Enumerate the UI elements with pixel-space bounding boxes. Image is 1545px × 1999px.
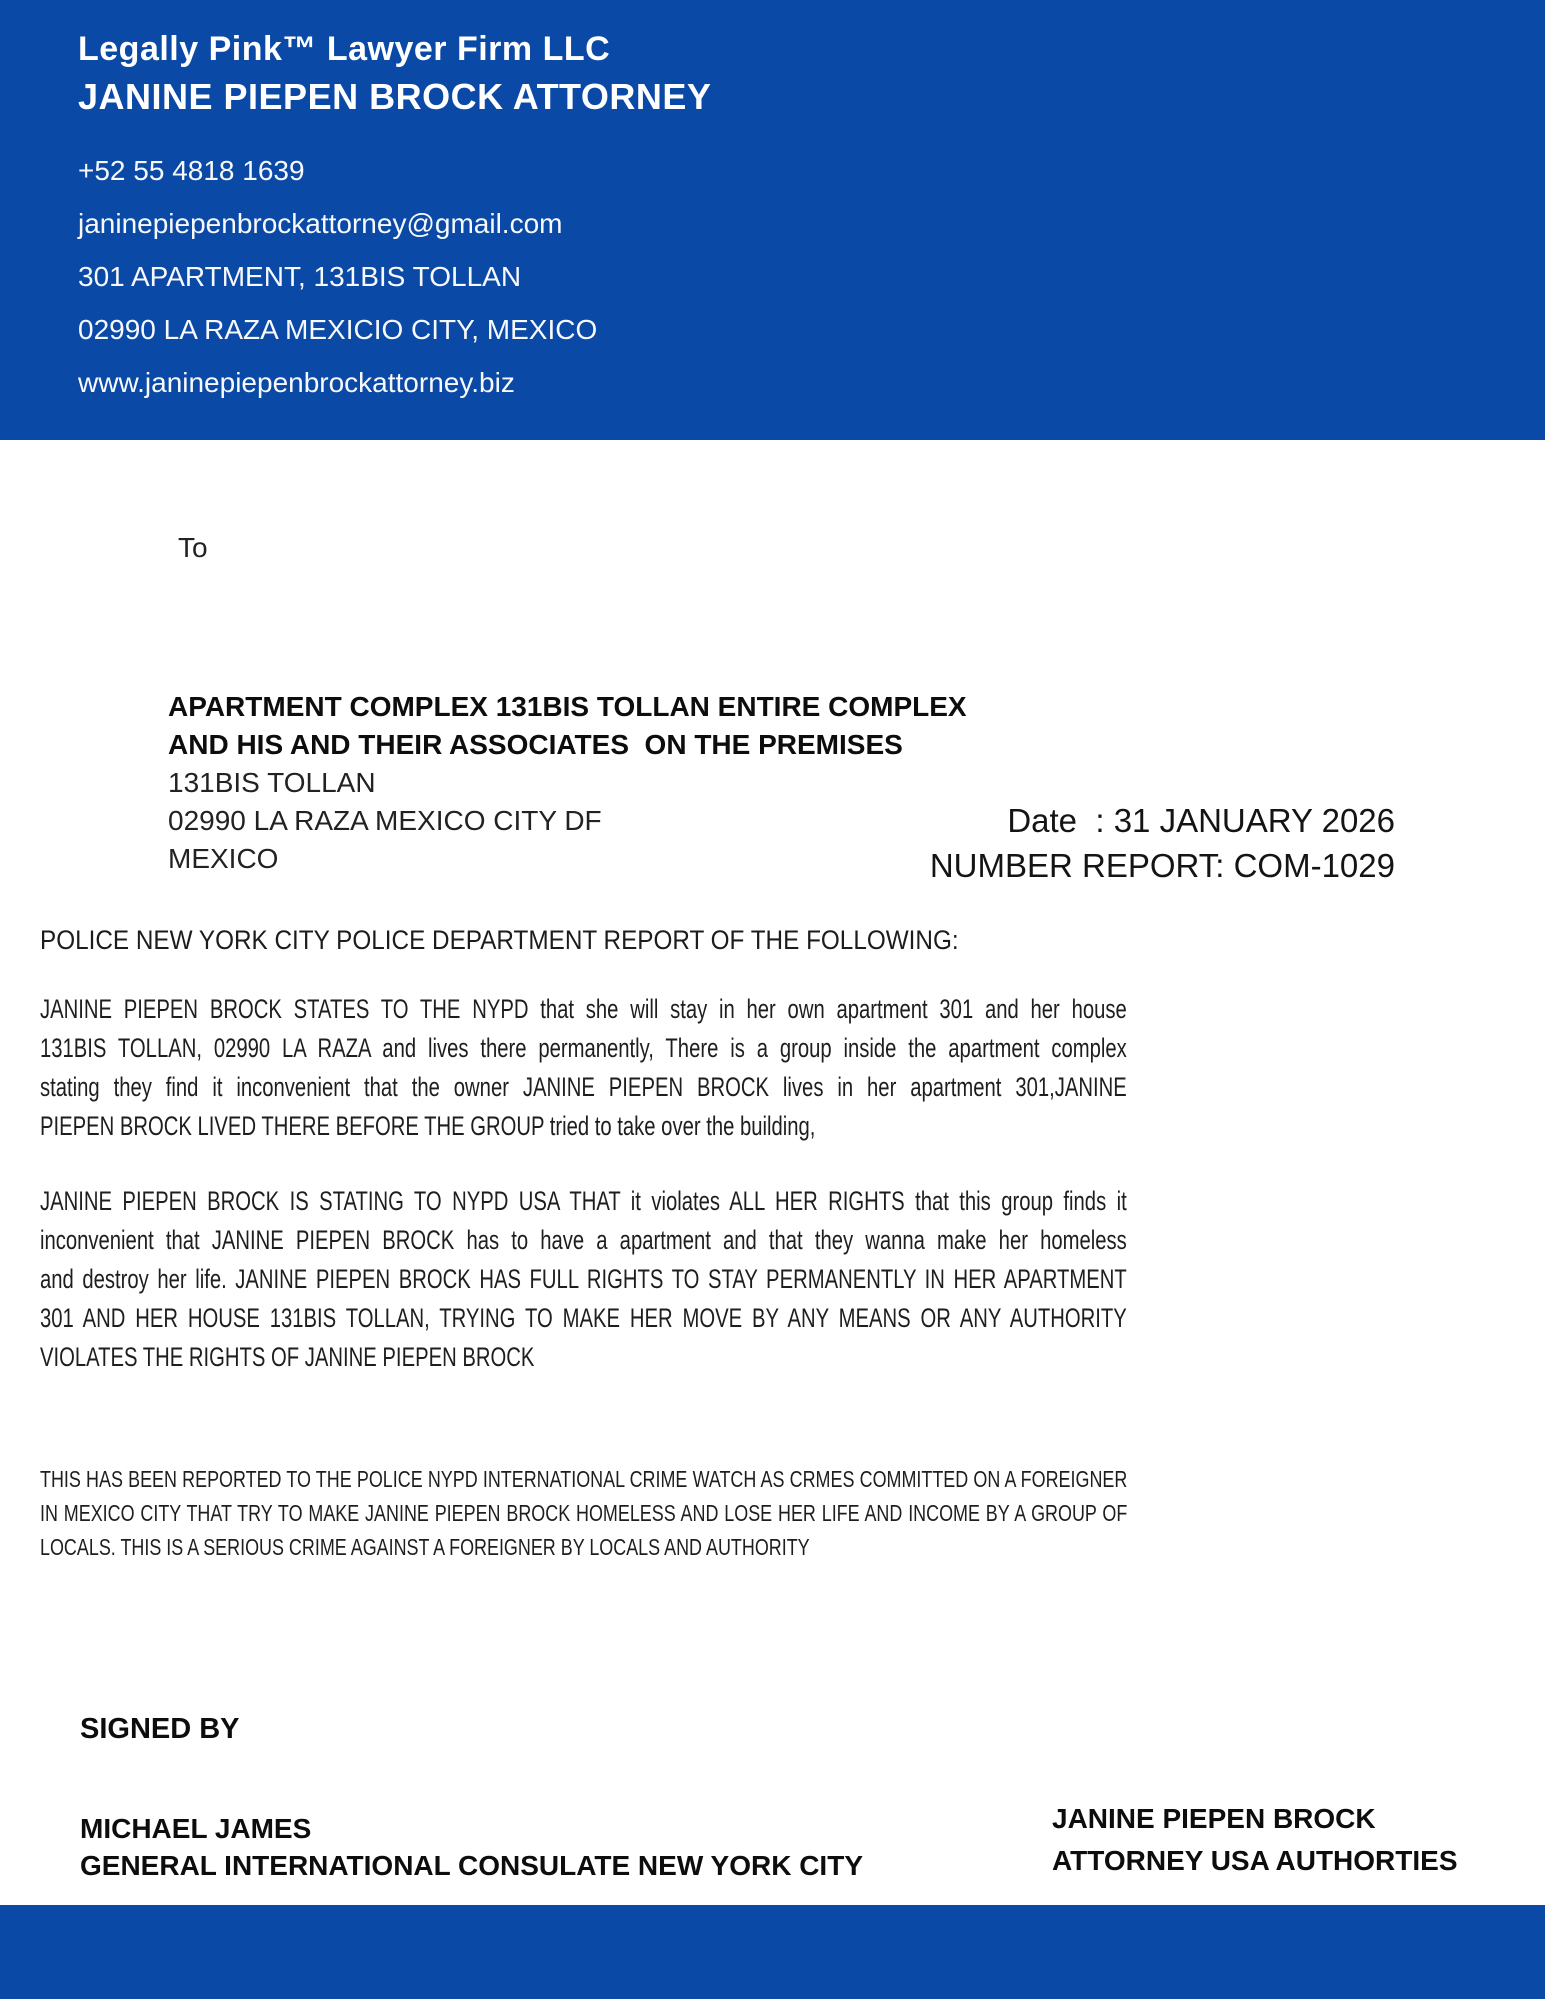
- signatory-right-title: ATTORNEY USA AUTHORTIES: [1052, 1845, 1458, 1876]
- paragraph-line: PIEPEN BROCK LIVED THERE BEFORE THE GROUP tried to take over the building,: [40, 1111, 816, 1141]
- report-paragraph-3: [40, 1462, 1127, 1564]
- paragraph-line: stating they find it inconvenient that the owner JANINE PIEPEN BROCK lives in her apartment 301,JANINE: [40, 1072, 1127, 1102]
- recipient-address-line-3: MEXICO: [168, 843, 279, 874]
- signatory-left-block: [80, 1810, 863, 1884]
- signed-by-label: SIGNED BY: [80, 1713, 240, 1745]
- to-label: To: [178, 532, 208, 563]
- contact-address-line-2: 02990 LA RAZA MEXICIO CITY, MEXICO: [78, 314, 598, 345]
- recipient-name-line-1: APARTMENT COMPLEX 131BIS TOLLAN ENTIRE COMPLEX: [168, 691, 967, 722]
- paragraph-line: 301 AND HER HOUSE 131BIS TOLLAN, TRYING TO MAKE HER MOVE BY ANY MEANS OR ANY AUTHORITY: [40, 1303, 1127, 1333]
- paragraph-line: and destroy her life. JANINE PIEPEN BROCK HAS FULL RIGHTS TO STAY PERMANENTLY IN HER APARTMENT: [40, 1264, 1127, 1294]
- contact-email: janinepiepenbrockattorney@gmail.com: [78, 208, 563, 239]
- report-number-line: NUMBER REPORT: COM-1029: [929, 847, 1395, 884]
- signatory-right-block: [1052, 1798, 1458, 1882]
- recipient-address-line-2: 02990 LA RAZA MEXICO CITY DF: [168, 805, 602, 836]
- firm-name: Legally Pink™ Lawyer Firm LLC: [78, 30, 611, 68]
- footer-bar: [0, 1905, 1545, 1999]
- signatory-right-name: JANINE PIEPEN BROCK: [1052, 1803, 1376, 1834]
- signatory-left-name: MICHAEL JAMES: [80, 1813, 312, 1844]
- recipient-address-line-1: 131BIS TOLLAN: [168, 767, 376, 798]
- recipient-name-line-2: AND HIS AND THEIR ASSOCIATES ON THE PREMISES: [168, 729, 903, 760]
- paragraph-line: IN MEXICO CITY THAT TRY TO MAKE JANINE PIEPEN BROCK HOMELESS AND LOSE HER LIFE AND INCOME BY A GROUP OF: [40, 1500, 1128, 1526]
- date-line: Date : 31 JANUARY 2026: [1007, 802, 1395, 839]
- paragraph-line: THIS HAS BEEN REPORTED TO THE POLICE NYPD INTERNATIONAL CRIME WATCH AS CRMES COMMITTED ON A FOREIGNER: [40, 1466, 1128, 1492]
- paragraph-line: 131BIS TOLLAN, 02990 LA RAZA and lives there permanently, There is a group inside the apartment complex: [40, 1033, 1127, 1063]
- paragraph-line: LOCALS. THIS IS A SERIOUS CRIME AGAINST A FOREIGNER BY LOCALS AND AUTHORITY: [40, 1534, 810, 1560]
- letterhead-header: [0, 0, 1545, 440]
- report-paragraph-2: [40, 1182, 1127, 1377]
- report-meta-block: [930, 798, 1395, 888]
- contact-website: www.janinepiepenbrockattorney.biz: [78, 367, 515, 398]
- paragraph-line: JANINE PIEPEN BROCK IS STATING TO NYPD USA THAT it violates ALL HER RIGHTS that this group finds it: [40, 1186, 1127, 1216]
- report-paragraph-1: [40, 990, 1127, 1146]
- report-intro-line: POLICE NEW YORK CITY POLICE DEPARTMENT REPORT OF THE FOLLOWING:: [40, 925, 959, 955]
- contact-address-line-1: 301 APARTMENT, 131BIS TOLLAN: [78, 261, 522, 292]
- contact-phone: +52 55 4818 1639: [78, 155, 305, 186]
- attorney-name: JANINE PIEPEN BROCK ATTORNEY: [78, 76, 712, 117]
- paragraph-line: JANINE PIEPEN BROCK STATES TO THE NYPD that she will stay in her own apartment 301 and her house: [40, 994, 1127, 1024]
- paragraph-line: inconvenient that JANINE PIEPEN BROCK has to have a apartment and that they wanna make her homeless: [40, 1225, 1127, 1255]
- recipient-block: [168, 688, 967, 878]
- paragraph-line: VIOLATES THE RIGHTS OF JANINE PIEPEN BROCK: [40, 1342, 535, 1372]
- signatory-left-title: GENERAL INTERNATIONAL CONSULATE NEW YORK CITY: [80, 1850, 863, 1881]
